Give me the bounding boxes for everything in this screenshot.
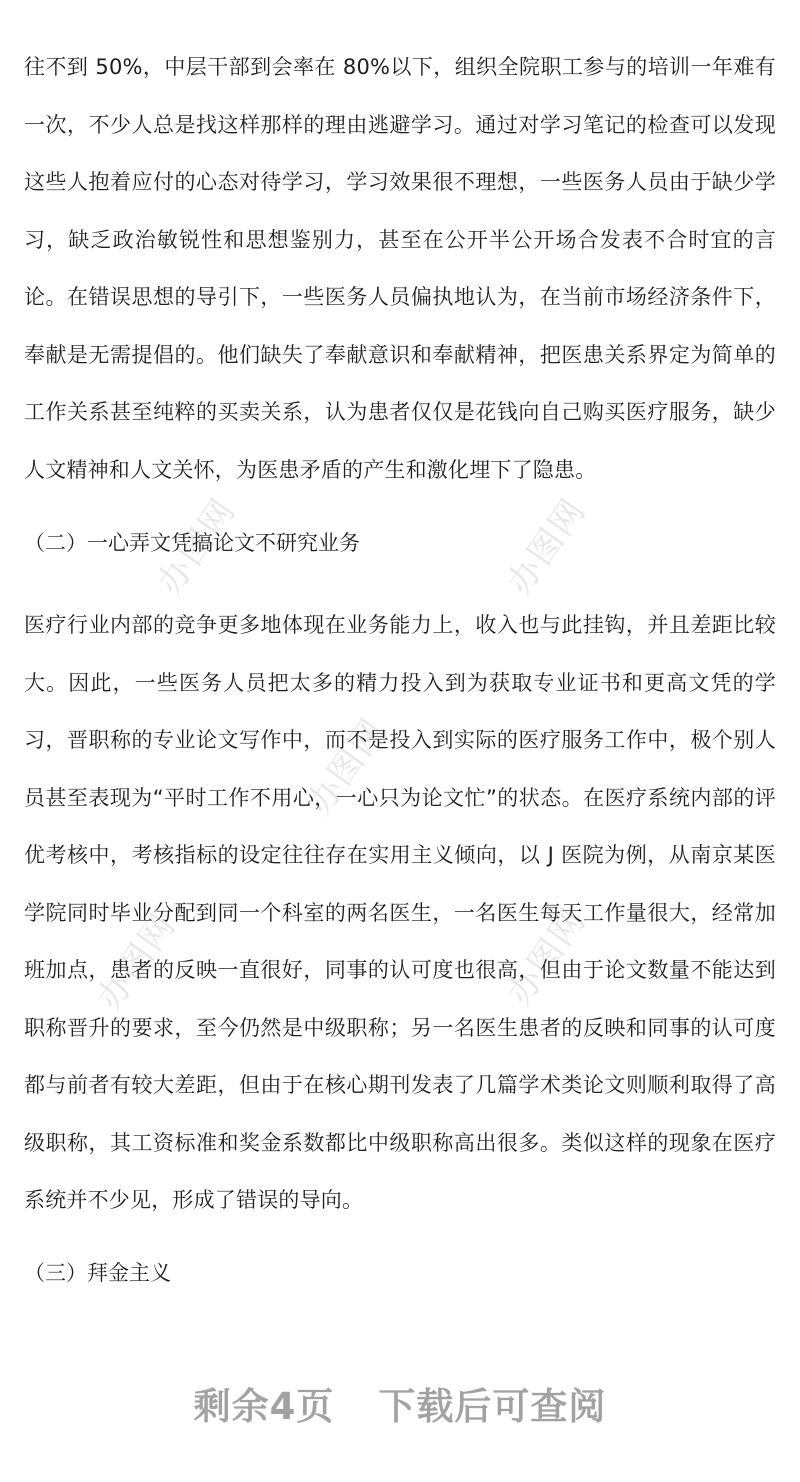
section-heading: （三）拜金主义: [24, 1261, 171, 1285]
download-to-view-label: 下载后可查阅: [378, 1385, 607, 1428]
watermark: 办图网: [499, 900, 595, 1013]
watermark: 办图网: [499, 490, 595, 603]
watermark: 办图网: [89, 905, 185, 1018]
section-heading: （二）一心弄文凭搞论文不研究业务: [24, 531, 360, 555]
download-prompt[interactable]: [0, 1376, 800, 1430]
remaining-pages-label: 剩余4页: [193, 1385, 335, 1428]
body-paragraph: 往不到 50%，中层干部到会率在 80%以下，组织全院职工参与的培训一年难有一次，不少人总是找这样那样的理由逃避学习。通过对学习笔记的检查可以发现这些人抱着应付的心态对待学习，学习效果很不理想，一些医务人员由于缺少学习，缺乏政治敏锐性和思想鉴别力，甚至在公开半公开场合发表不合时宜的言论。在错误思想的导引下，一些医务人员偏执地认为，在当前市场经济条件下，奉献是无需提倡的。他们缺失了奉献意识和奉献精神，把医患关系界定为简单的工作关系甚至纯粹的买卖关系，认为患者仅仅是花钱向自己购买医疗服务，缺少人文精神和人文关怀，为医患矛盾的产生和激化埋下了隐患。: [24, 55, 776, 482]
watermark: 办图网: [149, 490, 245, 603]
watermark: 办图网: [299, 710, 395, 823]
body-paragraph: 医疗行业内部的竞争更多地体现在业务能力上，收入也与此挂钩，并且差距比较大。因此，一些医务人员把太多的精力投入到为获取专业证书和更高文凭的学习，晋职称的专业论文写作中，而不是投入到实际的医疗服务工作中，极个别人员甚至表现为“平时工作不用心，一心只为论文忙”的状态。在医疗系统内部的评优考核中，考核指标的设定往往存在实用主义倾向，以 J 医院为例，从南京某医学院同时毕业分配到同一个科室的两名医生，一名医生每天工作量很大，经常加班加点，患者的反映一直很好，同事的认可度也很高，但由于论文数量不能达到职称晋升的要求，至今仍然是中级职称；另一名医生患者的反映和同事的认可度都与前者有较大差距，但由于在核心期刊发表了几篇学术类论文则顺利取得了高级职称，其工资标准和奖金系数都比中级职称高出很多。类似这样的现象在医疗系统并不少见，形成了错误的导向。: [24, 613, 776, 1212]
